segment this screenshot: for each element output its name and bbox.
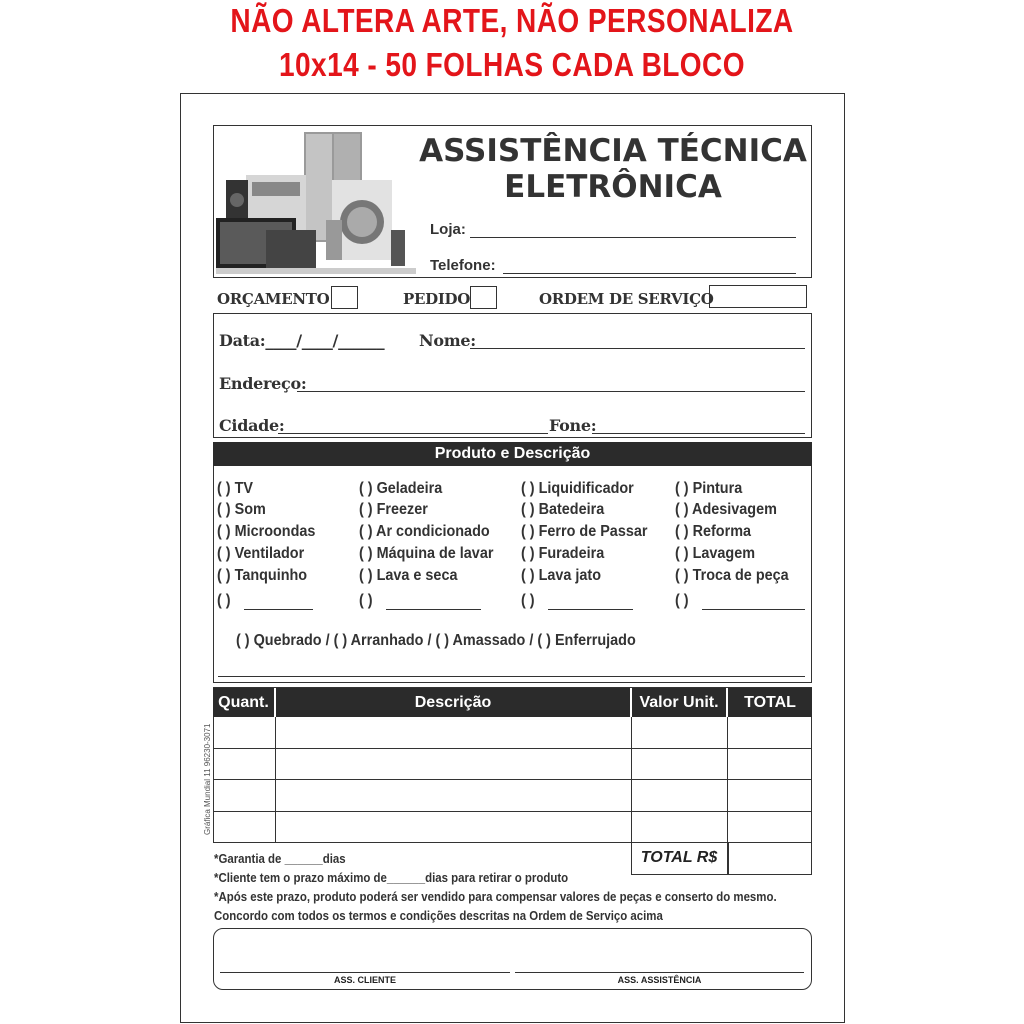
product-option[interactable]: ( ) Microondas xyxy=(217,523,316,540)
telefone-label: Telefone: xyxy=(430,257,496,274)
table-cell[interactable] xyxy=(727,717,812,749)
product-option[interactable]: ( ) Tanquinho xyxy=(217,567,308,584)
table-cell[interactable] xyxy=(631,780,727,812)
note-venda: *Após este prazo, produto poderá ser vendido para compensar valores de peças e conserto do mesmo. xyxy=(214,889,777,904)
loja-label: Loja: xyxy=(430,221,466,238)
product-option[interactable]: ( ) Liquidificador xyxy=(521,480,634,497)
product-option[interactable]: ( ) Ar condicionado xyxy=(359,523,490,540)
product-option[interactable]: ( ) Lava jato xyxy=(521,567,602,584)
pedido-checkbox[interactable] xyxy=(470,286,497,309)
product-option[interactable]: ( ) xyxy=(675,592,689,609)
nome-field[interactable] xyxy=(470,333,805,349)
note-garantia: *Garantia de ______dias xyxy=(214,851,346,866)
product-other-field[interactable] xyxy=(702,594,805,610)
banner-line-2: 10x14 - 50 FOLHAS CADA BLOCO xyxy=(278,46,745,83)
orcamento-label: ORÇAMENTO xyxy=(217,290,330,308)
product-option[interactable]: ( ) Reforma xyxy=(675,523,752,540)
product-option[interactable]: ( ) xyxy=(359,592,373,609)
conditions-line[interactable] xyxy=(218,663,805,677)
table-cell[interactable] xyxy=(727,780,812,812)
cidade-field[interactable] xyxy=(278,418,548,434)
table-cell[interactable] xyxy=(631,812,727,844)
endereco-label: Endereço: xyxy=(219,374,307,393)
table-cell[interactable] xyxy=(727,812,812,844)
table-cell[interactable] xyxy=(213,749,275,781)
fone-field[interactable] xyxy=(592,418,805,434)
table-cell[interactable] xyxy=(213,717,275,749)
table-cell[interactable] xyxy=(631,717,727,749)
total-label: TOTAL R$ xyxy=(640,849,718,866)
product-option[interactable]: ( ) Lavagem xyxy=(675,545,756,562)
product-option[interactable]: ( ) Ferro de Passar xyxy=(521,523,648,540)
product-option[interactable]: ( ) Ventilador xyxy=(217,545,305,562)
product-option[interactable]: ( ) Furadeira xyxy=(521,545,605,562)
orcamento-checkbox[interactable] xyxy=(331,286,358,309)
product-option[interactable]: ( ) Lava e seca xyxy=(359,567,458,584)
product-option[interactable]: ( ) Máquina de lavar xyxy=(359,545,494,562)
banner-line-1: NÃO ALTERA ARTE, NÃO PERSONALIZA xyxy=(230,2,794,39)
table-cell[interactable] xyxy=(213,812,275,844)
product-option[interactable]: ( ) Freezer xyxy=(359,501,428,518)
product-other-field[interactable] xyxy=(386,594,481,610)
header-quant: Quant. xyxy=(213,688,274,717)
cidade-label: Cidade: xyxy=(219,416,285,435)
header-descricao: Descrição xyxy=(276,688,630,717)
product-option[interactable]: ( ) Som xyxy=(217,501,266,518)
items-table xyxy=(213,687,812,843)
pedido-label: PEDIDO xyxy=(403,290,471,308)
data-field[interactable]: Data:____/____/______ xyxy=(219,331,385,350)
printer-credit: Gráfica Mundial 11 96230-3071 xyxy=(203,723,212,835)
header-total: TOTAL xyxy=(728,688,812,717)
telefone-field[interactable] xyxy=(503,258,796,274)
title-line-1: ASSISTÊNCIA TÉCNICA xyxy=(419,133,807,169)
table-cell[interactable] xyxy=(631,749,727,781)
total-divider xyxy=(727,842,729,875)
product-other-field[interactable] xyxy=(244,594,313,610)
table-cell[interactable] xyxy=(275,749,631,781)
table-cell[interactable] xyxy=(275,717,631,749)
product-option[interactable]: ( ) Troca de peça xyxy=(675,567,789,584)
table-cell[interactable] xyxy=(275,812,631,844)
product-option[interactable]: ( ) TV xyxy=(217,480,253,497)
product-option[interactable]: ( ) Batedeira xyxy=(521,501,605,518)
endereco-field[interactable] xyxy=(297,376,805,392)
product-option[interactable]: ( ) Adesivagem xyxy=(675,501,777,518)
note-concordo: Concordo com todos os termos e condições descritas na Ordem de Serviço acima xyxy=(214,908,663,923)
product-other-field[interactable] xyxy=(548,594,633,610)
signature-cliente[interactable]: ASS. CLIENTE xyxy=(220,972,510,985)
conditions-options[interactable]: ( ) Quebrado / ( ) Arranhado / ( ) Amassado / ( ) Enferrujado xyxy=(236,632,636,649)
nome-label: Nome: xyxy=(419,331,476,350)
table-cell[interactable] xyxy=(275,780,631,812)
product-option[interactable]: ( ) Geladeira xyxy=(359,480,443,497)
loja-field[interactable] xyxy=(470,222,796,238)
table-cell[interactable] xyxy=(213,780,275,812)
ordem-servico-field[interactable] xyxy=(709,285,807,308)
title-line-2: ELETRÔNICA xyxy=(504,169,722,205)
product-option[interactable]: ( ) Pintura xyxy=(675,480,743,497)
note-prazo: *Cliente tem o prazo máximo de______dias para retirar o produto xyxy=(214,870,569,885)
appliances-image xyxy=(216,130,416,276)
table-cell[interactable] xyxy=(727,749,812,781)
products-heading: Produto e Descrição xyxy=(213,442,812,466)
product-option[interactable]: ( ) xyxy=(217,592,231,609)
header-valor-unit: Valor Unit. xyxy=(632,688,726,717)
fone-label: Fone: xyxy=(549,416,597,435)
signature-assistencia[interactable]: ASS. ASSISTÊNCIA xyxy=(515,972,804,985)
ordem-servico-label: ORDEM DE SERVIÇO xyxy=(539,290,714,308)
product-option[interactable]: ( ) xyxy=(521,592,535,609)
